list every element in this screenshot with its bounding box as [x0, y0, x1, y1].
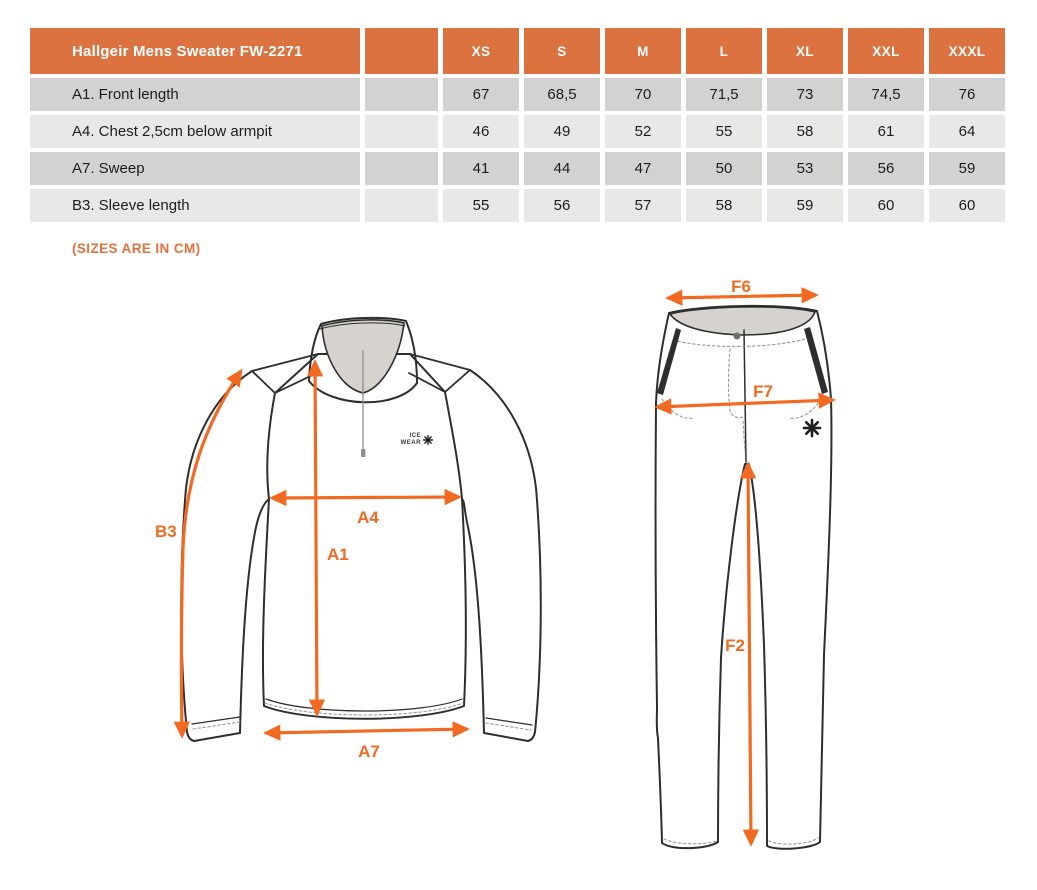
cell-chest-xxxl: 64 [929, 115, 1005, 148]
cell-sweep-xs: 41 [443, 152, 519, 185]
sweater-body [263, 354, 466, 719]
cell-front-length-m: 70 [605, 78, 681, 111]
snowflake-icon [804, 420, 820, 436]
cell-sleeve-xl: 59 [767, 189, 843, 222]
cell-sleeve-l: 58 [686, 189, 762, 222]
cell-front-length-xxl: 74,5 [848, 78, 924, 111]
cell-chest-l: 55 [686, 115, 762, 148]
table-header-spacer [365, 28, 438, 74]
row-label-front-length: A1. Front length [30, 78, 360, 111]
cell-front-length-xxxl: 76 [929, 78, 1005, 111]
cell-chest-m: 52 [605, 115, 681, 148]
cell-sweep-l: 50 [686, 152, 762, 185]
label-f2: F2 [725, 636, 745, 655]
icewear-logo [400, 432, 432, 446]
arrow-a7-sweep [266, 729, 467, 733]
cell-chest-xl: 58 [767, 115, 843, 148]
row-spacer [365, 115, 438, 148]
cell-sweep-xl: 53 [767, 152, 843, 185]
size-header-m: M [605, 28, 681, 74]
size-header-s: S [524, 28, 600, 74]
cell-chest-s: 49 [524, 115, 600, 148]
snowflake-icon [424, 436, 433, 445]
logo-line2: WEAR [400, 439, 421, 446]
size-header-xs: XS [443, 28, 519, 74]
cell-sleeve-xs: 55 [443, 189, 519, 222]
cell-sleeve-xxxl: 60 [929, 189, 1005, 222]
cell-sweep-m: 47 [605, 152, 681, 185]
waist-inner [670, 307, 815, 335]
cell-sleeve-s: 56 [524, 189, 600, 222]
size-header-xxl: XXL [848, 28, 924, 74]
sizes-note: (SIZES ARE IN CM) [72, 241, 201, 256]
row-spacer [365, 152, 438, 185]
pants-body [656, 306, 832, 849]
pants-drawing [656, 277, 833, 849]
cell-front-length-xs: 67 [443, 78, 519, 111]
cell-sweep-s: 44 [524, 152, 600, 185]
arrow-f2-inseam [748, 464, 751, 844]
arrow-a1-front [315, 362, 317, 714]
size-header-xl: XL [767, 28, 843, 74]
logo-line1: ICE [409, 432, 421, 439]
sweater-drawing [155, 318, 541, 761]
label-a7: A7 [358, 742, 380, 761]
label-a1: A1 [327, 545, 349, 564]
cell-chest-xs: 46 [443, 115, 519, 148]
cell-chest-xxl: 61 [848, 115, 924, 148]
table-title: Hallgeir Mens Sweater FW-2271 [30, 28, 360, 74]
waist-button [734, 333, 741, 340]
cell-sleeve-m: 57 [605, 189, 681, 222]
size-header-l: L [686, 28, 762, 74]
label-f7: F7 [753, 382, 773, 401]
row-label-sleeve-length: B3. Sleeve length [30, 189, 360, 222]
cell-sleeve-xxl: 60 [848, 189, 924, 222]
arrow-a4-chest [272, 497, 459, 498]
cell-sweep-xxl: 56 [848, 152, 924, 185]
row-spacer [365, 189, 438, 222]
cell-front-length-s: 68,5 [524, 78, 600, 111]
cell-sweep-xxxl: 59 [929, 152, 1005, 185]
label-a4: A4 [357, 508, 379, 527]
label-b3: B3 [155, 522, 177, 541]
row-spacer [365, 78, 438, 111]
label-f6: F6 [731, 277, 751, 296]
measurement-diagrams [0, 270, 1037, 890]
cell-front-length-l: 71,5 [686, 78, 762, 111]
row-label-sweep: A7. Sweep [30, 152, 360, 185]
size-table [30, 28, 1005, 222]
row-label-chest: A4. Chest 2,5cm below armpit [30, 115, 360, 148]
right-pocket [804, 327, 828, 394]
cell-front-length-xl: 73 [767, 78, 843, 111]
zipper-pull [361, 449, 366, 457]
size-header-xxxl: XXXL [929, 28, 1005, 74]
